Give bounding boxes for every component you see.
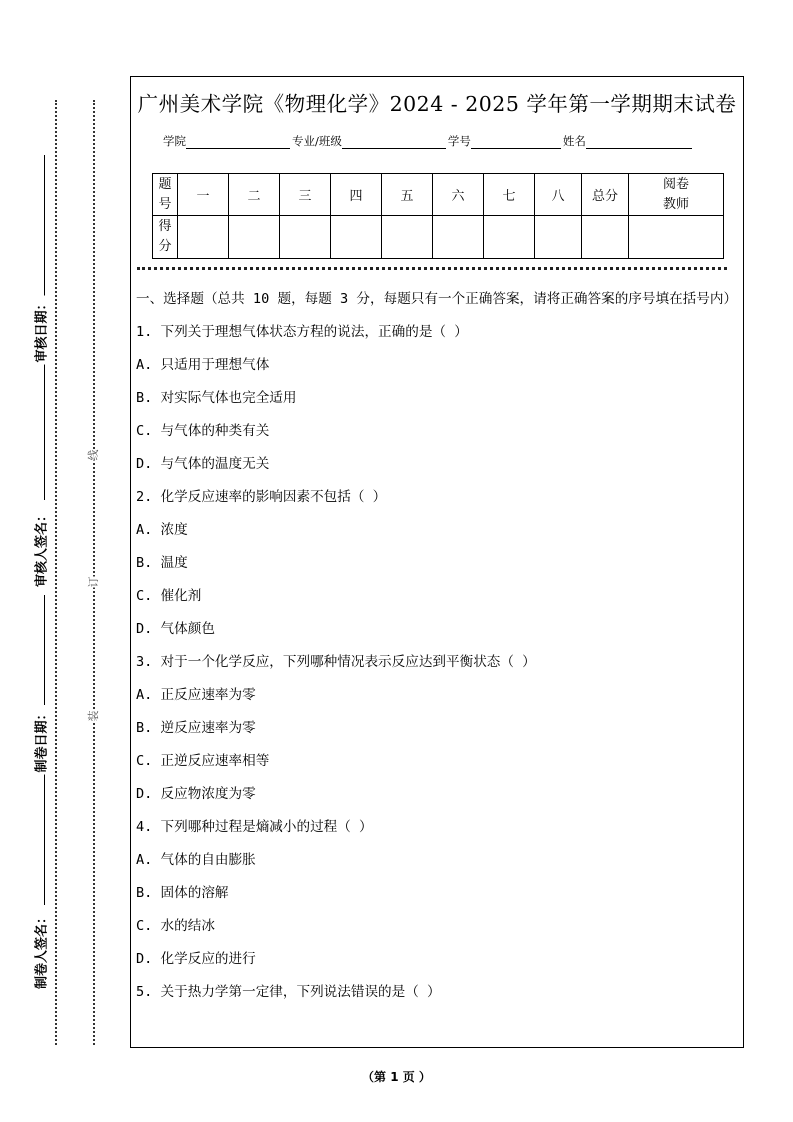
signature-line xyxy=(44,765,45,905)
name-field[interactable] xyxy=(586,136,692,149)
column-header: 五 xyxy=(382,174,433,216)
score-cell[interactable] xyxy=(382,216,433,259)
option-b: B. 对实际气体也完全适用 xyxy=(136,390,297,406)
column-header: 八 xyxy=(535,174,582,216)
score-cell[interactable] xyxy=(280,216,331,259)
page-number: （第 1 页 ） xyxy=(362,1070,431,1084)
column-header: 三 xyxy=(280,174,331,216)
review-date-label: 审核日期： xyxy=(31,295,50,364)
column-header: 二 xyxy=(229,174,280,216)
binding-dotted-line-inner xyxy=(93,100,95,1045)
option-d: D. 反应物浓度为零 xyxy=(136,786,256,802)
score-cell[interactable] xyxy=(484,216,535,259)
student-id-label: 学号 xyxy=(447,134,471,148)
exam-title: 广州美术学院《物理化学》2024 - 2025 学年第一学期期末试卷 xyxy=(137,92,737,116)
score-table xyxy=(152,173,724,259)
column-header: 七 xyxy=(484,174,535,216)
reviewer-signature-label: 审核人签名： xyxy=(31,507,50,589)
option-d: D. 与气体的温度无关 xyxy=(136,456,270,472)
binding-dotted-line-outer xyxy=(55,100,57,1045)
major-class-label: 专业/班级 xyxy=(292,134,342,148)
question-stem: 4. 下列哪种过程是熵减小的过程（ ） xyxy=(136,819,373,835)
option-a: A. 只适用于理想气体 xyxy=(136,357,270,373)
preparer-signature-label: 制卷人签名： xyxy=(31,909,50,991)
option-c: C. 正逆反应速率相等 xyxy=(136,753,270,769)
question-stem: 3. 对于一个化学反应，下列哪种情况表示反应达到平衡状态（ ） xyxy=(136,654,536,670)
cut-mark-staple: 订 xyxy=(84,577,102,588)
option-c: C. 催化剂 xyxy=(136,588,202,604)
student-info-row xyxy=(163,133,694,149)
option-b: B. 逆反应速率为零 xyxy=(136,720,256,736)
score-cell[interactable] xyxy=(331,216,382,259)
score-table-header-row xyxy=(153,174,724,216)
signature-line xyxy=(44,595,45,705)
score-table-score-row xyxy=(153,216,724,259)
section-heading: 一、选择题（总共 10 题，每题 3 分，每题只有一个正确答案，请将正确答案的序号填在括号内） xyxy=(136,291,738,307)
column-header: 四 xyxy=(331,174,382,216)
student-id-field[interactable] xyxy=(471,136,561,149)
score-row-header: 得 分 xyxy=(153,216,178,259)
exam-frame xyxy=(130,76,744,1048)
major-class-field[interactable] xyxy=(342,136,446,149)
column-header: 一 xyxy=(178,174,229,216)
question-stem: 1. 下列关于理想气体状态方程的说法，正确的是（ ） xyxy=(136,324,468,340)
score-cell[interactable] xyxy=(535,216,582,259)
cut-mark-bind: 装 xyxy=(84,711,102,722)
question-stem: 2. 化学反应速率的影响因素不包括（ ） xyxy=(136,489,387,505)
signature-line xyxy=(44,360,45,500)
score-cell[interactable] xyxy=(433,216,484,259)
option-b: B. 温度 xyxy=(136,555,188,571)
question-body xyxy=(136,287,736,1009)
total-score-cell[interactable] xyxy=(582,216,629,259)
prepare-date-label: 制卷日期： xyxy=(31,705,50,774)
total-score-header: 总分 xyxy=(582,174,629,216)
grader-cell[interactable] xyxy=(629,216,724,259)
option-a: A. 浓度 xyxy=(136,522,188,538)
question-stem: 5. 关于热力学第一定律，下列说法错误的是（ ） xyxy=(136,984,441,1000)
section-separator xyxy=(137,267,727,270)
college-label: 学院 xyxy=(163,134,186,148)
name-label: 姓名 xyxy=(562,134,586,148)
option-d: D. 气体颜色 xyxy=(136,621,215,637)
option-b: B. 固体的溶解 xyxy=(136,885,229,901)
score-cell[interactable] xyxy=(178,216,229,259)
grader-header: 阅卷 教师 xyxy=(629,174,724,216)
option-a: A. 气体的自由膨胀 xyxy=(136,852,256,868)
college-field[interactable] xyxy=(186,136,290,149)
option-c: C. 水的结冰 xyxy=(136,918,215,934)
option-c: C. 与气体的种类有关 xyxy=(136,423,270,439)
score-cell[interactable] xyxy=(229,216,280,259)
option-d: D. 化学反应的进行 xyxy=(136,951,256,967)
option-a: A. 正反应速率为零 xyxy=(136,687,256,703)
question-number-header: 题 号 xyxy=(153,174,178,216)
cut-mark-line: 线 xyxy=(84,450,102,461)
column-header: 六 xyxy=(433,174,484,216)
